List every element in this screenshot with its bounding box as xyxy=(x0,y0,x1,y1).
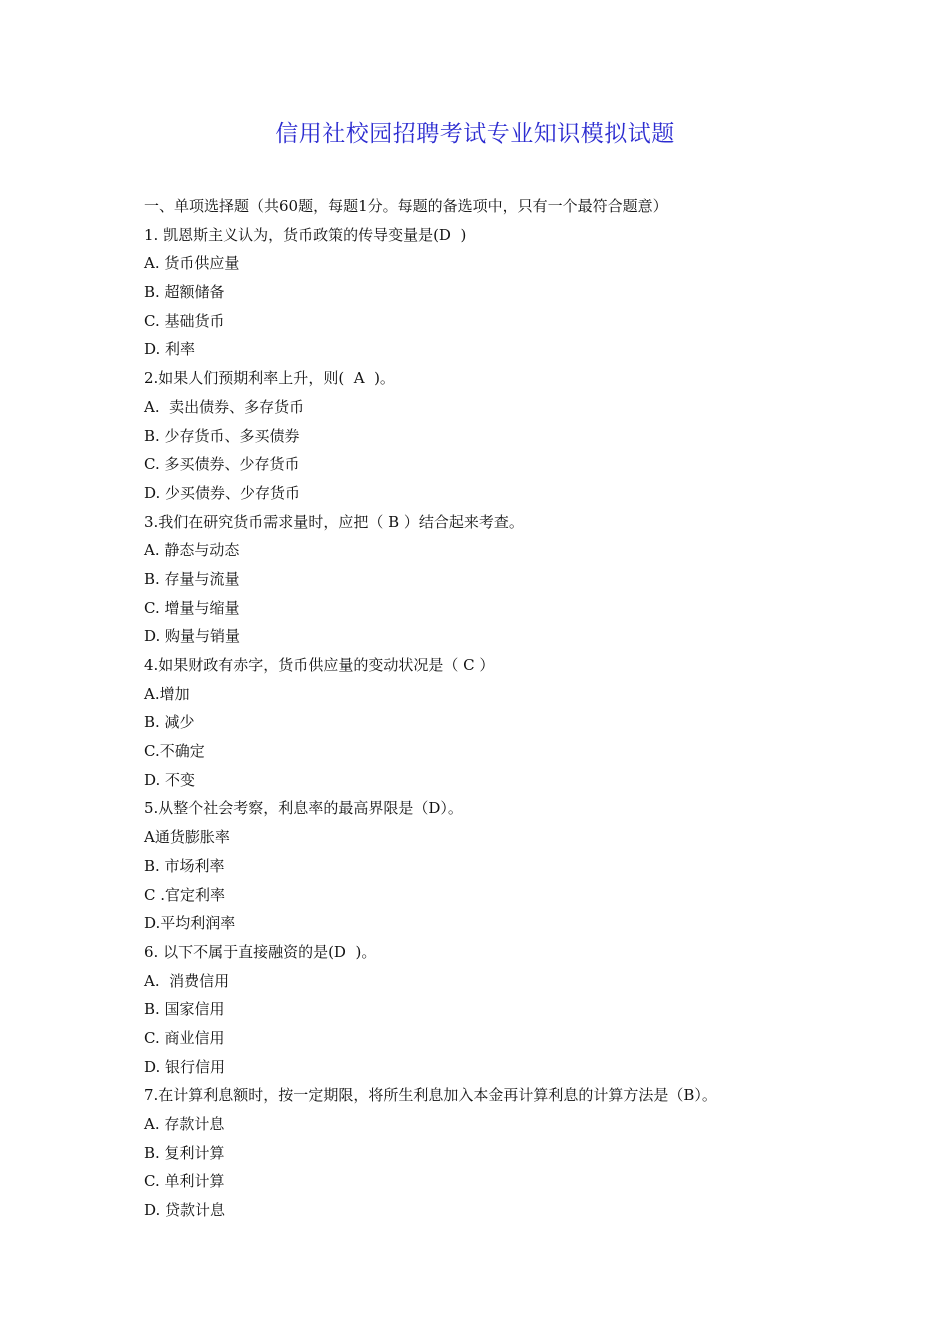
question-1: 1. 凯恩斯主义认为，货币政策的传导变量是(D ) xyxy=(144,225,467,244)
question-5-option-c: C .官定利率 xyxy=(144,885,226,904)
question-1-option-b: B. 超额储备 xyxy=(144,283,225,302)
question-6-option-c: C. 商业信用 xyxy=(144,1028,225,1047)
question-2: 2.如果人们预期利率上升，则( A )。 xyxy=(144,369,395,388)
question-list xyxy=(144,192,824,1225)
question-2-option-b: B. 少存货币、多买债券 xyxy=(144,426,300,445)
question-3-option-a: A. 静态与动态 xyxy=(144,541,240,560)
question-6-option-a: A. 消费信用 xyxy=(144,971,230,990)
question-7-option-d: D. 贷款计息 xyxy=(144,1201,226,1220)
question-4: 4.如果财政有赤字，货币供应量的变动状况是（ C ） xyxy=(144,656,495,674)
question-6-option-d: D. 银行信用 xyxy=(144,1057,226,1076)
question-4-option-b: B. 减少 xyxy=(144,713,195,732)
question-5: 5.从整个社会考察，利息率的最高界限是（D）。 xyxy=(144,799,463,818)
question-4-option-d: D. 不变 xyxy=(144,770,196,789)
question-5-option-d: D.平均利润率 xyxy=(144,914,236,933)
question-4-option-a: A.增加 xyxy=(144,684,190,703)
question-2-option-d: D. 少买债券、少存货币 xyxy=(144,483,301,502)
question-3: 3.我们在研究货币需求量时，应把（ B ）结合起来考查。 xyxy=(144,512,524,531)
question-2-option-c: C. 多买债券、少存货币 xyxy=(144,455,300,474)
question-3-option-d: D. 购量与销量 xyxy=(144,627,241,646)
question-3-option-c: C. 增量与缩量 xyxy=(144,598,240,617)
question-7-option-a: A. 存款计息 xyxy=(144,1115,225,1133)
question-6-option-b: B. 国家信用 xyxy=(144,1000,225,1019)
question-1-option-a: A. 货币供应量 xyxy=(144,254,240,273)
question-7-option-b: B. 复利计算 xyxy=(144,1143,225,1162)
question-7: 7.在计算利息额时，按一定期限，将所生利息加入本金再计算利息的计算方法是（B）。 xyxy=(144,1086,717,1105)
question-1-option-d: D. 利率 xyxy=(144,340,196,359)
question-7-option-c: C. 单利计算 xyxy=(144,1172,225,1191)
question-5-option-a: A通货膨胀率 xyxy=(144,828,230,847)
question-3-option-b: B. 存量与流量 xyxy=(144,569,240,588)
document-title: 信用社校园招聘考试专业知识模拟试题 xyxy=(275,121,675,147)
question-6: 6. 以下不属于直接融资的是(D )。 xyxy=(144,942,377,961)
section-heading: 一、单项选择题（共60题，每题1分。每题的备选项中，只有一个最符合题意） xyxy=(144,197,668,215)
question-5-option-b: B. 市场利率 xyxy=(144,856,225,875)
question-4-option-c: C.不确定 xyxy=(144,742,205,761)
question-1-option-c: C. 基础货币 xyxy=(144,311,225,330)
question-2-option-a: A. 卖出债券、多存货币 xyxy=(144,397,305,416)
